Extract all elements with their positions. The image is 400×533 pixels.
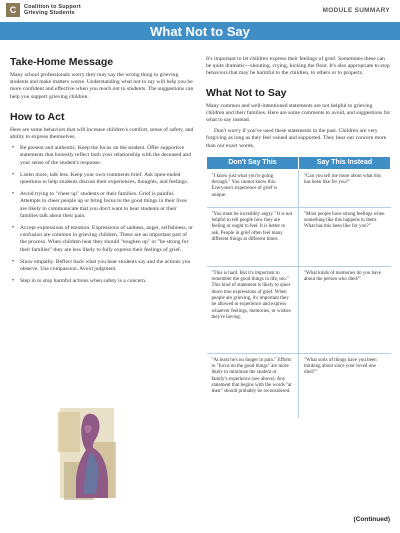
table-row [207, 353, 391, 418]
table-row [207, 169, 391, 207]
continued-label: (Continued) [353, 516, 390, 523]
what-not-heading: What Not to Say [206, 86, 287, 99]
dont-say-cell: "I know just what you're going through." You cannot know this. Everyone's experience of grief is unique. [207, 169, 299, 207]
title-banner [0, 22, 400, 40]
col-say-instead: Say This Instead [299, 156, 391, 169]
take-home-text: Many school professionals worry they may say the wrong thing to grieving students and make matters worse. Understanding what not to say will help you be more confident and effective when you reach out to students. The suggestions can help you support grieving children. [10, 72, 194, 100]
dont-say-cell: "This is hard. But it's important to remember the good things in life, too." This kind of statement is likely to quiet down true expressions of grief. When people are grieving, it's important they be allowed to experience and express whatever feelings, memories, or wishes they're having. [207, 266, 299, 353]
list-item: • Accept expressions of emotion. Expressions of sadness, anger, selfishness, or confusion are common in grieving children. These are an important part of the process. When children hear they should "toughen up" or "be strong for their families" they are less likely to fully express their feelings of grief. [10, 225, 195, 254]
say-instead-cell: "What sorts of things have you been thinking about since your loved one died?" [299, 353, 391, 418]
col-dont-say: Don't Say This [207, 156, 299, 169]
take-home-heading: Take-Home Message [10, 56, 114, 68]
right-intro: It's important to let children express their feelings of grief. Sometimes these can be quite dramatic—shouting, crying, kicking the floor. It's also appropriate to stop behaviors that may be harmful to the children, to others or to property. [206, 56, 390, 77]
say-instead-cell: "Can you tell me more about what this has been like for you?" [299, 169, 391, 207]
how-to-act-intro: Here are some behaviors that will increase children's comfort, sense of safety, and ability to express themselves. [10, 126, 194, 141]
list-item: • Avoid trying to "cheer up" students or their families. Grief is painful. Attempts to cheer people up or bring focus to the good things in their lives are likely to communicate that you don't want to hear students or their families talk about their pain. [10, 191, 195, 220]
say-instead-cell: "Most people have strong feelings when something like this happens to them. What has this been like for you?" [299, 207, 391, 266]
say-table [206, 156, 391, 419]
table-header-row [207, 156, 391, 169]
header-bar [0, 0, 400, 20]
page-title: What Not to Say [150, 23, 250, 39]
left-column [10, 56, 195, 290]
say-instead-cell: "What kinds of memories do you have about the person who died?" [299, 266, 391, 353]
table-row [207, 266, 391, 353]
org-name [24, 4, 81, 16]
list-item: • Show empathy. Reflect back what you hear students say and the actions you observe. Use compassion. Avoid judgment. [10, 259, 195, 273]
right-column [206, 56, 391, 418]
how-to-act-list [10, 145, 195, 285]
table-row [207, 207, 391, 266]
how-to-act-heading: How to Act [10, 110, 65, 123]
child-silhouette-collage-image [58, 402, 118, 504]
what-not-para1: Many common and well-intentioned statements are not helpful to grieving children and their families. Here are some comments to avoid, and suggestions for what to say instead. [206, 102, 391, 124]
list-item: • Step in to stop harmful actions when safety is a concern. [10, 278, 195, 285]
org-name-line2: Grieving Students [24, 10, 75, 16]
brand [6, 3, 81, 17]
dont-say-cell: "You must be incredibly angry." It is not helpful to tell people how they are feeling or ought to feel. It is better to ask. People in grief often feel many different things at different times. [207, 207, 299, 266]
dont-say-cell: "At least he's no longer in pain." Efforts to "focus on the good things" are more likely to minimize the student or family's experience (see above). Any statement that begins with the words "at least" should probably be reconsidered. [207, 353, 299, 418]
list-item: • Listen more, talk less. Keep your own comments brief. Ask open-ended questions to help students discuss their experiences, thoughts, and feelings. [10, 172, 195, 186]
coalition-logo-icon: C [6, 3, 20, 17]
what-not-para2: Don't worry if you've used these statements in the past. Children are very forgiving as long as they feel valued and supported. They hear our concern more than our exact words. [206, 128, 387, 149]
module-label: MODULE SUMMARY [322, 6, 390, 14]
list-item: • Be present and authentic. Keep the focus on the student. Offer supportive statements that honestly reflect both your relationship with the deceased and your sense of the student's response. [10, 145, 195, 167]
org-name-line1: Coalition to Support [24, 4, 81, 10]
